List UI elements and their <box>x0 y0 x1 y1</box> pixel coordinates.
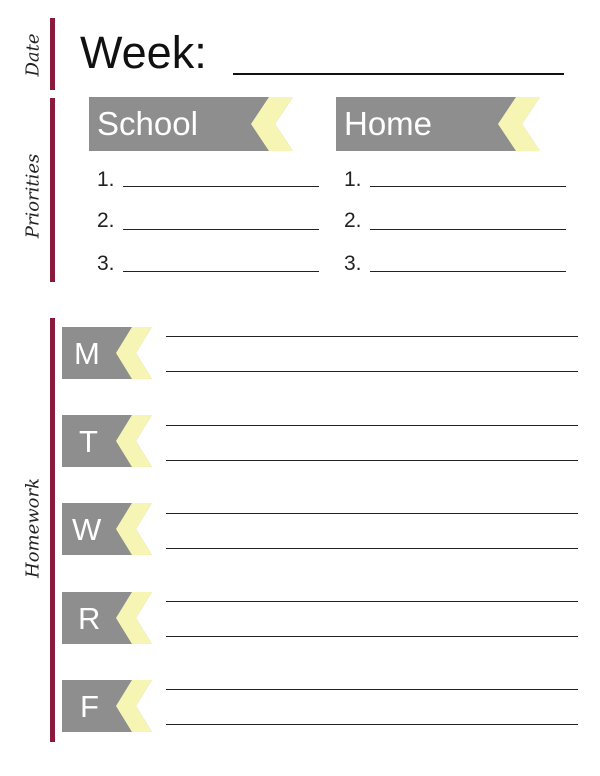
homework-line-wednesday-2[interactable] <box>166 548 578 549</box>
week-entry-line[interactable] <box>233 73 564 75</box>
day-letter-wednesday: W <box>72 512 102 547</box>
day-banner-tuesday <box>62 415 156 467</box>
day-letter-tuesday: T <box>79 424 98 459</box>
homework-line-friday-1[interactable] <box>166 689 578 690</box>
chevron-icon <box>114 503 156 555</box>
homework-section-bar <box>50 318 55 742</box>
home-priority-line[interactable] <box>370 229 566 230</box>
day-banner-monday <box>62 327 156 379</box>
home-priority-line[interactable] <box>370 271 566 272</box>
priorities-section-bar <box>50 98 55 282</box>
homework-line-tuesday-2[interactable] <box>166 460 578 461</box>
day-letter-thursday: R <box>78 601 101 636</box>
homework-line-thursday-2[interactable] <box>166 636 578 637</box>
home-priority-number: 1. <box>344 168 362 191</box>
chevron-icon <box>114 415 156 467</box>
home-priority-line[interactable] <box>370 186 566 187</box>
chevron-icon <box>114 592 156 644</box>
day-banner-thursday <box>62 592 156 644</box>
school-priority-number: 3. <box>97 252 115 275</box>
homework-line-monday-2[interactable] <box>166 371 578 372</box>
day-banner-wednesday <box>62 503 156 555</box>
day-letter-friday: F <box>80 689 99 724</box>
date-section-bar <box>50 18 55 90</box>
home-priority-number: 3. <box>344 252 362 275</box>
school-priority-number: 1. <box>97 168 115 191</box>
homework-line-wednesday-1[interactable] <box>166 513 578 514</box>
school-banner-title: School <box>97 105 198 142</box>
chevron-icon <box>249 97 299 151</box>
homework-line-thursday-1[interactable] <box>166 601 578 602</box>
home-priority-banner <box>336 97 546 151</box>
homework-line-monday-1[interactable] <box>166 336 578 337</box>
homework-line-tuesday-1[interactable] <box>166 425 578 426</box>
home-banner-title: Home <box>344 105 433 142</box>
home-priority-number: 2. <box>344 209 362 232</box>
school-priority-banner <box>89 97 299 151</box>
day-letter-monday: M <box>74 336 100 371</box>
chevron-icon <box>496 97 546 151</box>
school-priority-number: 2. <box>97 209 115 232</box>
day-banner-friday <box>62 680 156 732</box>
week-label: Week: <box>80 27 207 78</box>
chevron-icon <box>114 680 156 732</box>
school-priority-line[interactable] <box>123 271 319 272</box>
chevron-icon <box>114 327 156 379</box>
school-priority-line[interactable] <box>123 186 319 187</box>
homework-line-friday-2[interactable] <box>166 724 578 725</box>
school-priority-line[interactable] <box>123 229 319 230</box>
